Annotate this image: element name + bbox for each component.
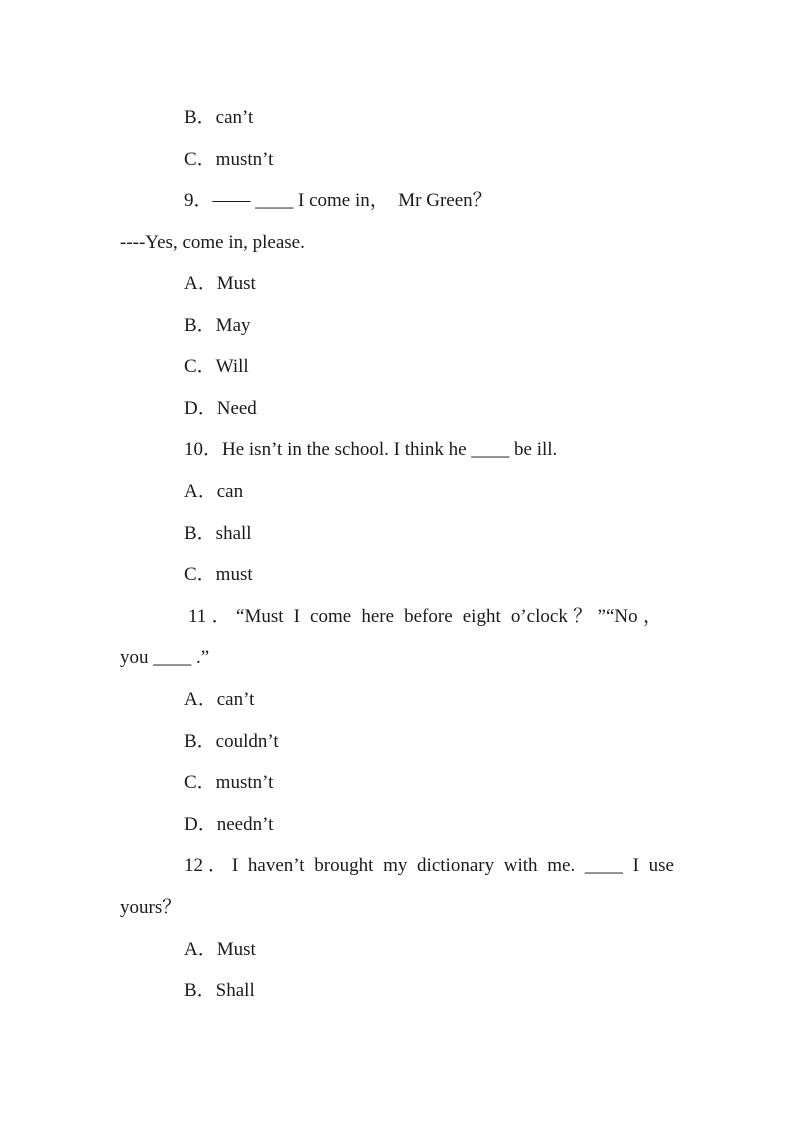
q11-question: 11．“Must I come here before eight o’clock？”“No， [188,606,662,627]
q11-option-c: C．mustn’t [184,772,274,793]
q9-option-c: C．Will [184,356,249,377]
q12-option-b: B．Shall [184,980,255,1001]
q11-option-a: A．can’t [184,689,255,710]
q10-option-c: C．must [184,564,253,585]
q9-option-d: D．Need [184,398,257,419]
q8-option-c: C．mustn’t [184,149,274,170]
q11-option-b: B．couldn’t [184,731,279,752]
q9-response: ----Yes, come in, please. [120,232,305,253]
q11-question-continued: you ____ .” [120,647,210,668]
q10-option-b: B．shall [184,523,252,544]
q12-question-continued: yours？ [120,897,182,918]
q11-option-d: D．needn’t [184,814,274,835]
q9-option-b: B．May [184,315,251,336]
q9-option-a: A．Must [184,273,256,294]
q10-option-a: A．can [184,481,244,502]
q12-question: 12．I haven’t brought my dictionary with me. ____ I use [184,855,674,876]
q9-question: 9．—— ____ I come in， Mr Green？ [184,190,492,211]
q10-question: 10．He isn’t in the school. I think he ____ be ill. [184,439,558,460]
q12-option-a: A．Must [184,939,256,960]
q8-option-b: B．can’t [184,107,254,128]
